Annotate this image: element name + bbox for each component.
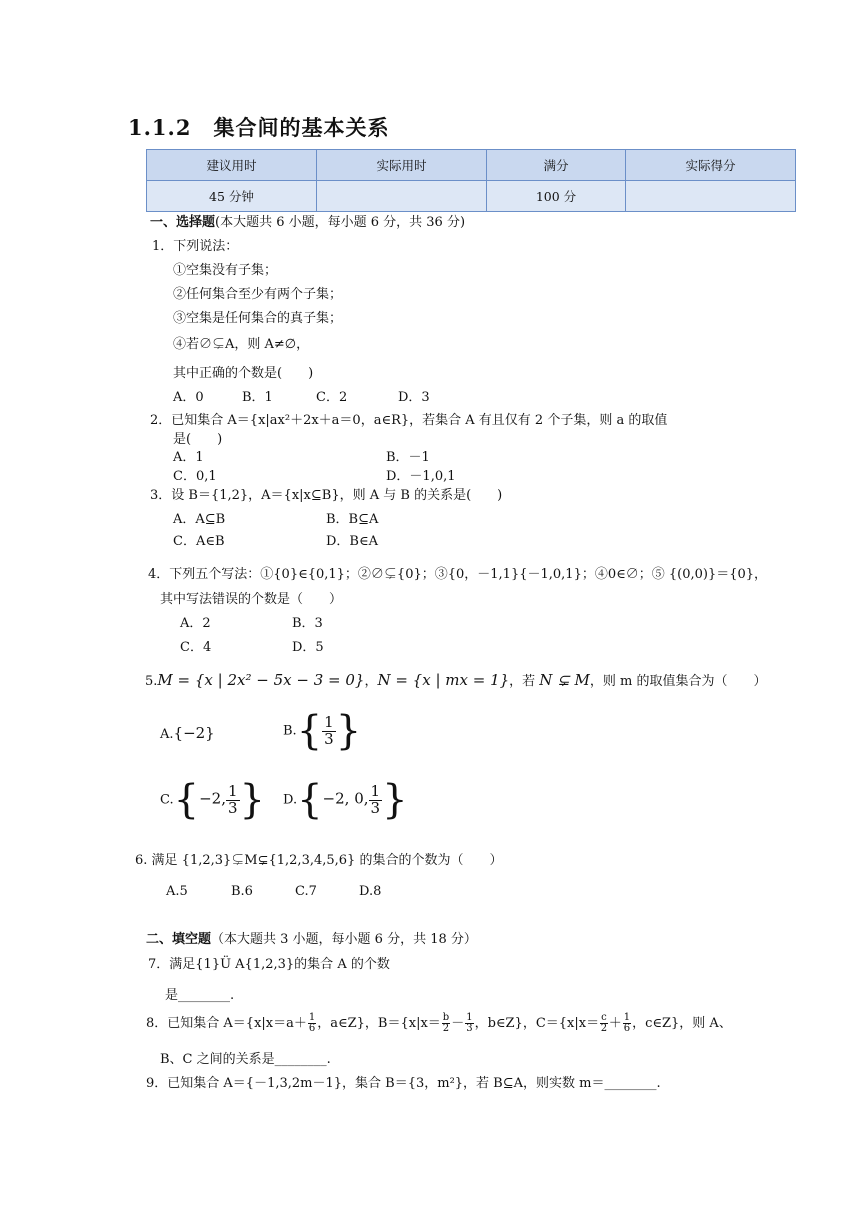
table-header-cell: 实际用时 <box>317 150 487 181</box>
q3-option-b: B．B⊆A <box>326 512 379 527</box>
time-score-table <box>146 149 796 212</box>
q3-option-d: D．B∈A <box>326 534 378 549</box>
q8-fraction: $\frac{c}{2}$ <box>600 1012 608 1034</box>
q6-option-a: A.5 <box>166 884 188 899</box>
table-row <box>147 181 796 212</box>
q5-number: 5. <box>145 674 158 689</box>
q3-option-a: A．A⊆B <box>173 512 226 527</box>
q2-option-a: A．1 <box>173 450 204 465</box>
q5-option-d: D.{−2, 0, $\frac{1}{3}$ } <box>283 777 408 823</box>
q8-fraction: $\frac{1}{3}$ <box>466 1012 473 1034</box>
q9-stem: 9．已知集合 A＝{－1,3,2m－1}，集合 B＝{3，m²}，若 B⊆A，则实数 m＝________. <box>146 1076 661 1091</box>
q4-option-b: B．3 <box>292 616 323 631</box>
q5-set-n: N = {x | mx = 1} <box>377 671 510 689</box>
q8-line-2: B、C 之间的关系是________. <box>160 1052 331 1067</box>
part1-note: (本大题共 6 小题，每小题 6 分，共 36 分) <box>215 215 466 230</box>
q4-option-a: A．2 <box>180 616 211 631</box>
q5-condition: N ⊊ M <box>539 671 590 689</box>
q5-set-m: M = {x | 2x² − 5x − 3 = 0} <box>157 671 365 689</box>
q7-line-1: 7．满足{1}Ü A{1,2,3}的集合 A 的个数 <box>148 957 390 972</box>
q5-option-a <box>160 724 215 742</box>
table-header-cell: 实际得分 <box>625 150 795 181</box>
q4-ask: 其中写法错误的个数是（ ） <box>160 592 343 607</box>
q4-option-d: D．5 <box>292 640 324 655</box>
q3-option-c: C．A∈B <box>173 534 225 549</box>
q1-statement-4: ④若∅⊊A，则 A≠∅， <box>173 337 310 352</box>
q6-option-d: D.8 <box>359 884 382 899</box>
q5-option-b-fraction: $\frac{1}{3}$ <box>324 712 334 748</box>
table-cell[interactable] <box>317 181 487 212</box>
q1-stem: 1．下列说法： <box>152 239 239 254</box>
part1-heading-line <box>150 211 465 230</box>
q1-option-d: D．3 <box>398 390 430 405</box>
q5-tail: ，则 m 的取值集合为（ ） <box>589 674 767 689</box>
part2-heading: 二、填空题 <box>146 932 212 947</box>
q8-fraction: $\frac{b}{2}$ <box>442 1012 450 1034</box>
q8-fraction: $\frac{1}{6}$ <box>308 1012 316 1034</box>
q5-option-b: B.{ $\frac{1}{3}$ } <box>283 708 362 754</box>
q8-line-1: 8．已知集合 A＝{x|x＝a＋ $\frac{1}{6}$ ，a∈Z}，B＝{x|x＝ $\frac{b}{2}$ － $\frac{1}{3}$ ，b∈Z}，C＝{x|x＝ $\frac{c}{2}$ ＋ $\frac{1}{6}$ ，c∈Z}，则 A、 <box>146 1012 732 1034</box>
q6-stem: 6. 满足 {1,2,3}⊊M⊊{1,2,3,4,5,6} 的集合的个数为（ ） <box>135 853 503 868</box>
q5-option-c: C.{−2, $\frac{1}{3}$ } <box>160 777 265 823</box>
q5-option-b-label: B. <box>283 723 297 739</box>
q6-option-b: B.6 <box>231 884 253 899</box>
q7-line-2: 是________. <box>165 988 235 1003</box>
part1-heading: 一、选择题 <box>150 215 216 230</box>
q1-statement-3: ③空集是任何集合的真子集； <box>173 311 343 326</box>
q1-option-c: C．2 <box>316 390 348 405</box>
q5-mid: ，若 <box>509 674 540 689</box>
q4-stem: 4．下列五个写法：①{0}∈{0,1}；②∅⊊{0}；③{0，－1,1}{－1,0,1}；④0∈∅；⑤ {(0,0)}＝{0}， <box>148 567 768 582</box>
q1-ask: 其中正确的个数是( ) <box>173 366 314 381</box>
q1-option-b: B．1 <box>242 390 273 405</box>
section-heading: 集合间的基本关系 <box>213 115 390 140</box>
q2-option-b: B．－1 <box>386 450 430 465</box>
q5-option-a-value: {−2} <box>173 724 215 742</box>
table-cell: 45 分钟 <box>147 181 317 212</box>
table-cell: 100 分 <box>487 181 626 212</box>
part2-note: （本大题共 3 小题，每小题 6 分，共 18 分） <box>211 932 477 947</box>
table-header-cell: 满分 <box>487 150 626 181</box>
q5-option-a-label: A. <box>160 727 174 742</box>
q1-statement-2: ②任何集合至少有两个子集； <box>173 287 343 302</box>
section-title <box>128 112 389 142</box>
q1-option-a: A．0 <box>173 390 204 405</box>
q1-statement-1: ①空集没有子集； <box>173 263 278 278</box>
q8-fraction: $\frac{1}{6}$ <box>623 1012 631 1034</box>
part2-heading-line <box>146 928 477 947</box>
q2-option-d: D．－1,0,1 <box>386 469 456 484</box>
q5-option-d-fraction: $\frac{1}{3}$ <box>370 781 381 817</box>
q6-option-c: C.7 <box>295 884 317 899</box>
table-header-cell: 建议用时 <box>147 150 317 181</box>
section-number: 1.1.2 <box>128 115 192 140</box>
table-cell[interactable] <box>625 181 795 212</box>
q2-line-2: 是( ) <box>173 432 223 447</box>
q2-line-1: 2．已知集合 A＝{x|ax²＋2x＋a＝0，a∈R}，若集合 A 有且仅有 2 个子集，则 a 的取值 <box>150 413 668 428</box>
q5-option-c-fraction: $\frac{1}{3}$ <box>227 781 238 817</box>
q2-option-c: C．0,1 <box>173 469 217 484</box>
q5-stem: 5.M = {x | 2x² − 5x − 3 = 0}，N = {x | mx = 1}，若 N ⊊ M，则 m 的取值集合为（ ） <box>145 671 767 689</box>
q5-option-c-label: C. <box>160 792 174 808</box>
q4-option-c: C．4 <box>180 640 212 655</box>
q3-stem: 3．设 B＝{1,2}，A＝{x|x⊆B}，则 A 与 B 的关系是( ) <box>150 488 503 503</box>
q5-option-d-label: D. <box>283 792 298 808</box>
table-header-row <box>147 150 796 181</box>
